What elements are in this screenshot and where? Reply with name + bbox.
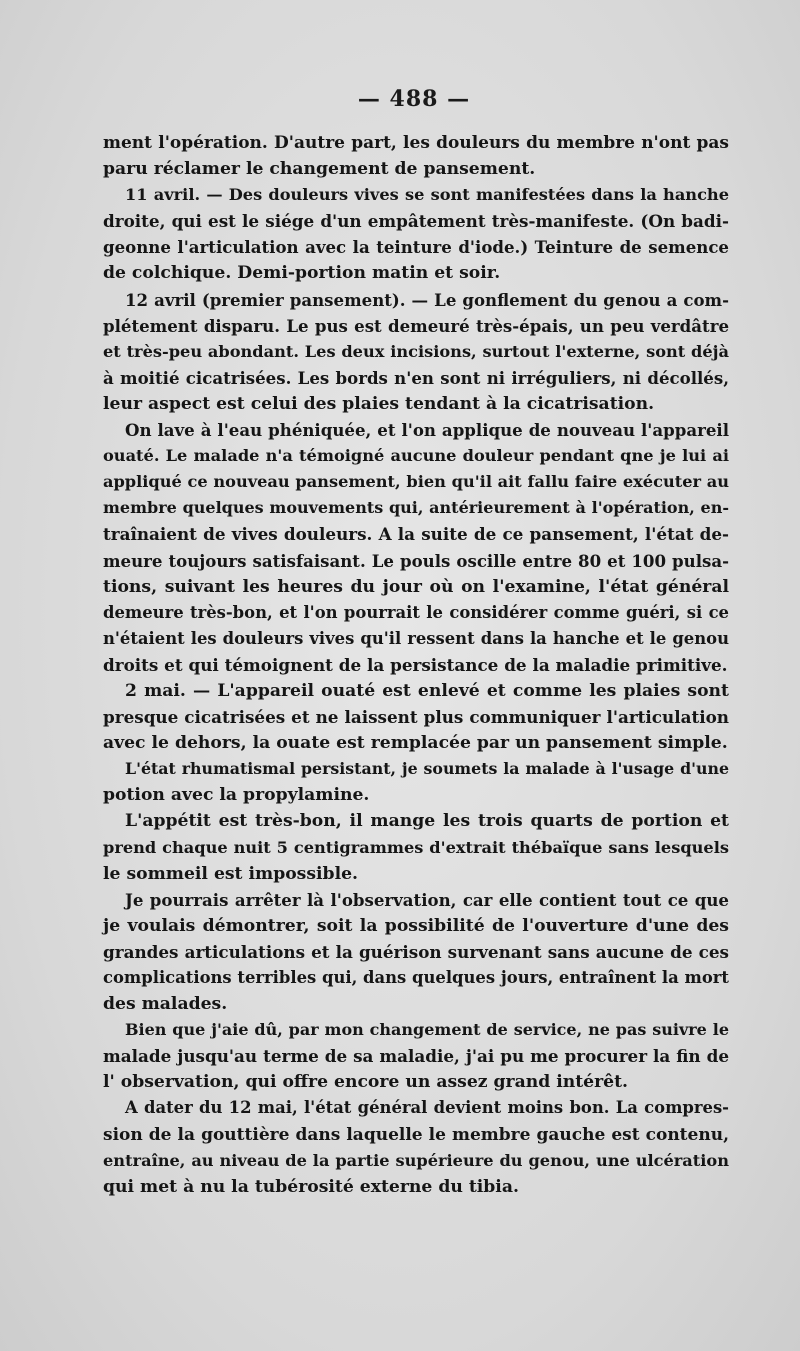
text-line: avec le dehors, la ouate est remplacée par un pansement simple. (103, 733, 728, 754)
paragraph (103, 287, 729, 417)
text-line: malade jusqu'au terme de sa maladie, j'ai pu me procurer la fin de (103, 1046, 729, 1067)
paragraph (103, 756, 729, 808)
text-line: geonne l'articulation avec la teinture d'iode.) Teinture de semence (103, 237, 729, 258)
text-line: je voulais démontrer, soit la possibilité de l'ouverture d'une des (103, 915, 729, 936)
text-line: droits et qui témoignent de la persistance de la maladie primitive. (103, 654, 728, 675)
text-line: traînaient de vives douleurs. A la suite de ce pansement, l'état de- (103, 524, 729, 545)
paragraph (103, 1017, 729, 1095)
text-line: grandes articulations et la guérison survenant sans aucune de ces (103, 941, 729, 962)
page-number: — 488 — (357, 86, 471, 112)
paragraph (103, 417, 729, 678)
text-line: droite, qui est le siége d'un empâtement très-manifeste. (On badi- (103, 211, 729, 232)
text-line: membre quelques mouvements qui, antérieurement à l'opération, en- (103, 498, 729, 518)
text-line: L'état rhumatismal persistant, je soumets la malade à l'usage d'une (125, 759, 729, 779)
text-line: de colchique. Demi-portion matin et soir. (103, 263, 501, 284)
text-line: le sommeil est impossible. (103, 863, 359, 884)
text-line: plétement disparu. Le pus est demeuré très-épais, un peu verdâtre (103, 315, 729, 336)
text-line: potion avec la propylamine. (103, 785, 370, 806)
text-line: leur aspect est celui des plaies tendant à la cicatrisation. (103, 393, 655, 414)
text-line: On lave à l'eau phéniquée, et l'on applique de nouveau l'appareil (125, 420, 729, 441)
text-line: Je pourrais arrêter là l'observation, car elle contient tout ce que (125, 889, 729, 910)
paragraph (103, 130, 729, 182)
text-line: prend chaque nuit 5 centigrammes d'extrait thébaïque sans lesquels (103, 837, 729, 857)
text-line: paru réclamer le changement de pansement. (103, 159, 536, 180)
text-line: entraîne, au niveau de la partie supérieure du genou, une ulcération (103, 1150, 729, 1170)
text-line: ment l'opération. D'autre part, les douleurs du membre n'ont pas (103, 133, 729, 153)
text-line: complications terribles qui, dans quelques jours, entraînent la mort (103, 968, 729, 987)
text-line: tions, suivant les heures du jour où on l'examine, l'état général (103, 576, 729, 597)
text-line: 12 avril (premier pansement). — Le gonflement du genou a com- (125, 289, 729, 310)
text-line: Bien que j'aie dû, par mon changement de service, ne pas suivre le (125, 1020, 729, 1040)
text-line: n'étaient les douleurs vives qu'il ressent dans la hanche et le genou (103, 628, 729, 648)
text-line: A dater du 12 mai, l'état général devient moins bon. La compres- (125, 1098, 729, 1118)
text-line: 2 mai. — L'appareil ouaté est enlevé et comme les plaies sont (125, 680, 729, 701)
paragraph (103, 1095, 729, 1199)
paragraph (103, 808, 729, 886)
text-line: sion de la gouttière dans laquelle le membre gauche est contenu, (103, 1124, 729, 1145)
text-line: ouaté. Le malade n'a témoigné aucune douleur pendant qne je lui ai (103, 446, 729, 466)
text-line: demeure très-bon, et l'on pourrait le considérer comme guéri, si ce (103, 602, 729, 622)
paragraph (103, 678, 729, 756)
text-line: 11 avril. — Des douleurs vives se sont manifestées dans la hanche (125, 185, 729, 205)
text-line: L'appétit est très-bon, il mange les trois quarts de portion et (125, 811, 729, 832)
body-text (103, 130, 729, 1200)
text-line: à moitié cicatrisées. Les bords n'en sont ni irréguliers, ni décollés, (103, 367, 729, 388)
text-line: presque cicatrisées et ne laissent plus communiquer l'articulation (103, 707, 729, 728)
text-line: et très-peu abondant. Les deux incisions, surtout l'externe, sont déjà (103, 341, 729, 361)
paragraph (103, 182, 729, 286)
paragraph (103, 887, 729, 1017)
text-line: appliqué ce nouveau pansement, bien qu'il ait fallu faire exécuter au (103, 472, 729, 492)
text-line: meure toujours satisfaisant. Le pouls oscille entre 80 et 100 pulsa- (103, 550, 729, 571)
text-line: l' observation, qui offre encore un assez grand intérêt. (103, 1072, 629, 1093)
text-line: qui met à nu la tubérosité externe du tibia. (103, 1176, 519, 1197)
text-line: des malades. (103, 994, 228, 1015)
